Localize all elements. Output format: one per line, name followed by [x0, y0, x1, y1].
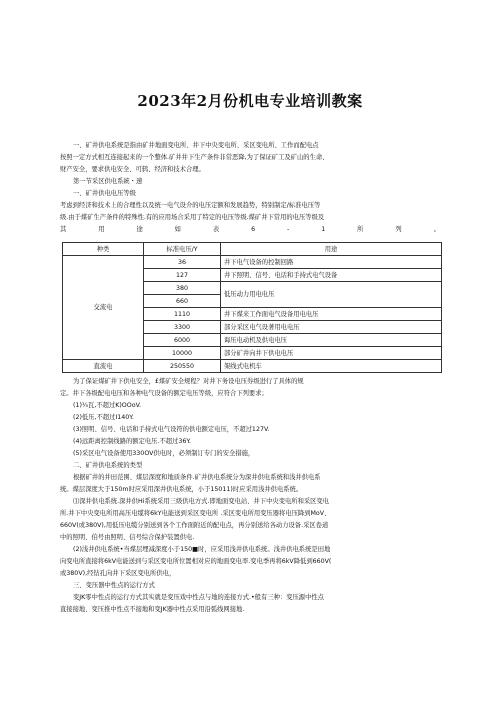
lower-section — [60, 376, 440, 616]
char: 途 — [136, 226, 143, 233]
char: 所 — [357, 226, 364, 233]
paragraph-line: ⑴深井供电系统.深井供Hi系统采用三级供电方式.即地面变电站、井下中央变电所和采区变电 — [73, 498, 330, 505]
voltage-cell: 127 — [144, 269, 221, 282]
voltage-cell: 10000 — [144, 347, 221, 360]
table-row — [63, 360, 442, 373]
paragraph-line: 变JK零中性点的运行方式其实就是变压戏中性点与地的连接方式.•般有三种：变压源中性点 — [73, 594, 324, 601]
table-header: 种类 — [63, 243, 144, 256]
paragraph-line: 660V(或380V),用低压电缆分别送到各个工作面附近的配电点，再分别送给各动力设备.采区卷道 — [60, 522, 329, 529]
list-item: (1)¼瓦,不超过K)OOoV. — [73, 402, 142, 409]
use-cell: 诲压电动机及供电电压 — [221, 334, 442, 347]
char: 其 — [60, 226, 67, 233]
char: 6 — [251, 226, 256, 233]
use-cell: 井下电气设备的控制回路 — [221, 256, 442, 269]
paragraph-line: 根据矿井的井田范围、煤层深度和地质条件.矿井供电系统分为深井供电系统和浅井供电系 — [73, 474, 321, 481]
table-row — [63, 256, 442, 269]
voltage-cell: 1110 — [144, 308, 221, 321]
paragraph-line: 中的照明、伯号由照明、信号综合保护装置供电. — [60, 534, 195, 541]
type-cell: 交流电 — [63, 256, 144, 360]
justified-line — [60, 224, 440, 236]
paragraph-line: (2)浅井供电系统•当煤层埋减深度小于150■时，应采用浅井供电系统。浅井供电系统是田地 — [73, 546, 331, 553]
paragraph-line: 统。煤层深度大于150m时应采用深井供电系统，小于15011)时应采用浅井供电系统。 — [60, 486, 303, 493]
use-cell: 低压动力用电电压 — [221, 282, 442, 308]
paragraph-line: 向变电所直接将6kV电能送到与采区变电所位置相对应的地面变电率.变电季再将6kV降低到660V( — [60, 558, 332, 565]
list-item: (5)采区电气设备使用330OV供电时，必须制订专门的安全措施， — [73, 450, 255, 457]
use-cell: 架线式电机车 — [221, 360, 442, 373]
intro-section — [60, 140, 440, 236]
paragraph-line: 所.井下中央变电所用高压电缆将6kY电能送到采区变电所 .采区变电所用变压器将电压降到MoV、 — [60, 510, 331, 517]
intro-line: 按照一定方式相互连接起来的一个整体.矿井井下生产条件非常恶降,为了保证矿工及矿山的生命、 — [60, 154, 329, 161]
voltage-cell: 380 — [144, 282, 221, 295]
section-heading: 第一节采区供电系統・速 — [73, 178, 143, 185]
table-header-row — [63, 243, 442, 256]
char: 列 — [395, 226, 402, 233]
voltage-cell: 250550 — [144, 360, 221, 373]
voltage-cell: 36 — [144, 256, 221, 269]
use-cell: 部分矿井向井下供电电压 — [221, 347, 442, 360]
table-header: 用途 — [221, 243, 442, 256]
subsection-heading: 三、变压器中性点的运行方式 — [73, 582, 155, 589]
char: - — [287, 226, 290, 233]
char: 1 — [321, 226, 326, 233]
paragraph-line: 直接接地、变压推中性点不接地和变JK器中性点采用沿弧线网接地. — [60, 606, 245, 613]
list-item: (3)照明、信号、电话和手持式电气设符的供电额定电压，不超过127V. — [73, 426, 270, 433]
paragraph-line: 考虑到经济和技术上的合理性以及统一电气设介的电压定额和发展趋势，特别制定/标准电压等 — [60, 202, 321, 209]
paragraph-line: 定。井下各级配电电压和各种电气设备的额定电压等级，应符合下列要求； — [60, 390, 268, 397]
voltage-cell: 6000 — [144, 334, 221, 347]
paragraph-line: 为了保证煤矿井下供电安全，£煤矿安全规程？对井下务设电压券级进行了具体的规 — [73, 378, 304, 385]
paragraph-line: 或380V),经钻孔向井下采区变电所供电， — [60, 570, 176, 577]
list-item: (4)远距离控制线路的额定电压.不超过36Y. — [73, 438, 191, 445]
char: 。 — [433, 226, 440, 233]
voltage-cell: 3300 — [144, 321, 221, 334]
char: 用 — [98, 226, 105, 233]
char: 如 — [174, 226, 181, 233]
use-cell: 井下照明、信号、电话和手持式电气设备 — [221, 269, 442, 282]
intro-line: 财产安全，要求供电安全、可鸫、经济和技术合理。 — [60, 166, 205, 173]
voltage-table — [62, 242, 442, 373]
document-title: 2023年2月份机电专业培训教案 — [137, 92, 363, 110]
char: 表 — [212, 226, 220, 233]
subsection-heading: 一、矿井供电电压等级 — [73, 190, 136, 197]
use-cell: 部分采区电气设著用电电压 — [221, 321, 442, 334]
paragraph-line: 级.由于煤矿生产条件的特殊性.有的应用场合采用了特定的电压等级.煤矿井下常用的电压等级及 — [60, 214, 325, 221]
table-header: 标准电压/Y — [144, 243, 221, 256]
voltage-cell: 660 — [144, 295, 221, 308]
list-item: (2)低压,不超过I140Y. — [73, 414, 134, 421]
intro-line: 一、矿井供电系统是指由矿井地面变电所、井下中央变电所、采区变电所、工作而配电点 — [73, 142, 319, 149]
type-cell: 直流电 — [63, 360, 144, 373]
subsection-heading: 二、矿井供电系统的类型 — [73, 462, 143, 469]
use-cell: 井下煤来工作面电气设备用电电压 — [221, 308, 442, 321]
